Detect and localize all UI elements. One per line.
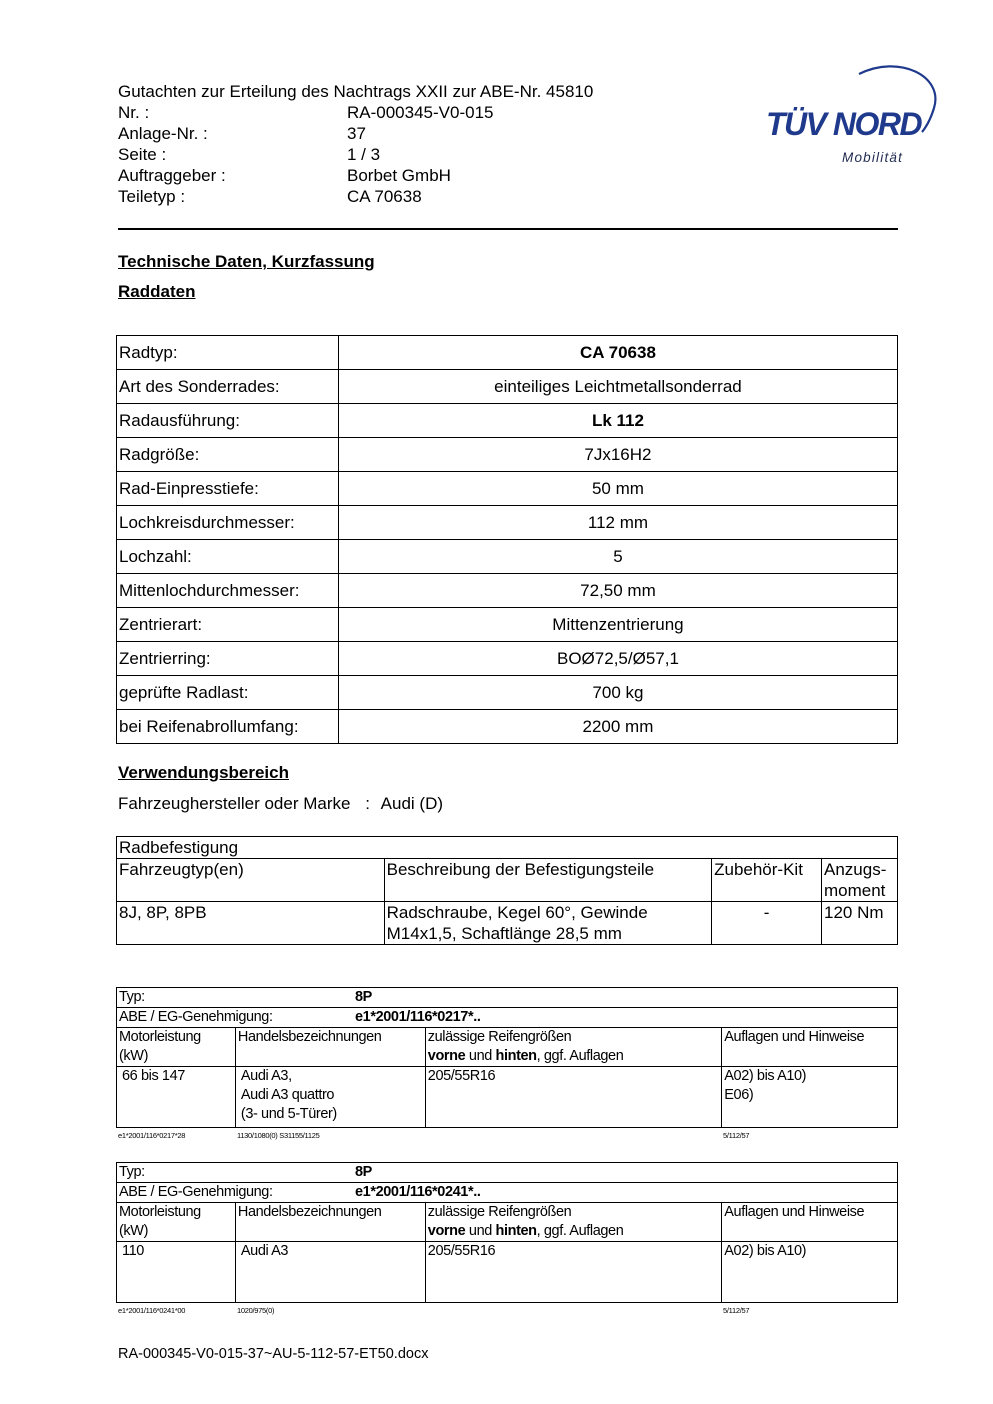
row-value: BOØ72,5/Ø57,1 [338, 642, 897, 676]
handel-value [235, 1067, 425, 1128]
table-row [117, 710, 898, 744]
column-header-auflagen: Auflagen und Hinweise [722, 1203, 898, 1242]
row-label: Zentrierart: [117, 608, 339, 642]
row-label: Art des Sonderrades: [117, 370, 339, 404]
table-row [117, 336, 898, 370]
table-row [117, 642, 898, 676]
radbefestigung-table [116, 836, 898, 945]
table-row [117, 988, 898, 1008]
row-value: 700 kg [338, 676, 897, 710]
row-label: Radtyp: [117, 336, 339, 370]
row-value: 5 [338, 540, 897, 574]
table-row [117, 1163, 898, 1183]
header-line: zulässige Reifengrößen [427, 1204, 572, 1220]
footer-filename: RA-000345-V0-015-37~AU-5-112-57-ET50.docx [118, 1346, 429, 1362]
row-label: bei Reifenabrollumfang: [117, 710, 339, 744]
header-field-seite [118, 144, 658, 165]
table-row [117, 574, 898, 608]
table-row [117, 370, 898, 404]
header-title: Gutachten zur Erteilung des Nachtrags XXII zur ABE-Nr. 45810 [118, 82, 594, 101]
table-row [117, 438, 898, 472]
table-footnote: e1*2001/116*0217*28 [118, 1131, 186, 1140]
header-field-nr [118, 102, 658, 123]
header-line: (kW) [119, 1223, 148, 1239]
column-header-handel: Handelsbezeichnungen [235, 1028, 425, 1067]
typ-label: Typ: [119, 1164, 145, 1180]
auflagen-line: E06) [724, 1087, 754, 1103]
header-line [428, 1222, 719, 1241]
handel-value: Audi A3 [235, 1242, 425, 1303]
abe-cell [117, 1008, 898, 1028]
header-field-label: Teiletyp : [118, 187, 186, 206]
torque-header-line: Anzugs- [824, 860, 887, 879]
verwendung-heading: Verwendungsbereich [118, 763, 289, 782]
column-header-motor [117, 1028, 236, 1067]
document-header [118, 81, 658, 207]
row-label: Radausführung: [117, 404, 339, 438]
table-row [117, 1242, 898, 1303]
abe-cell [117, 1183, 898, 1203]
vehicle-approval-table [116, 987, 898, 1128]
header-field-label: Nr. : [118, 103, 150, 122]
table-row [117, 902, 898, 945]
header-title-row [118, 81, 658, 102]
header-und: und [465, 1223, 496, 1239]
header-field-anlage [118, 123, 658, 144]
row-label: Zentrierring: [117, 642, 339, 676]
table-footnote: e1*2001/116*0241*00 [118, 1306, 186, 1315]
column-header: Beschreibung der Befestigungsteile [384, 859, 711, 902]
abe-value: e1*2001/116*0241*.. [355, 1184, 481, 1200]
column-header-auflagen: Auflagen und Hinweise [722, 1028, 898, 1067]
row-value: 50 mm [338, 472, 897, 506]
table-footnote: 5/112/57 [723, 1306, 750, 1315]
accessory-kit: - [712, 902, 822, 945]
header-field-value: CA 70638 [347, 187, 422, 206]
header-rest: , ggf. Auflagen [536, 1048, 624, 1064]
header-vorne: vorne [427, 1223, 466, 1239]
manufacturer-value: Audi (D) [380, 794, 444, 813]
auflagen-line: A02) bis A10) [724, 1068, 807, 1084]
manufacturer-label: Fahrzeughersteller oder Marke [118, 794, 351, 813]
header-field-value: 1 / 3 [347, 145, 381, 164]
table-header-row [117, 1028, 898, 1067]
row-label: Mittenlochdurchmesser: [117, 574, 339, 608]
header-field-value: Borbet GmbH [347, 166, 451, 185]
header-line: Motorleistung [119, 1204, 201, 1220]
header-line: (kW) [119, 1048, 148, 1064]
row-value: 7Jx16H2 [338, 438, 897, 472]
reifen-value: 205/55R16 [425, 1067, 721, 1128]
row-label: Lochkreisdurchmesser: [117, 506, 339, 540]
header-field-value: RA-000345-V0-015 [347, 103, 494, 122]
column-header-reifen [425, 1203, 721, 1242]
table-row [117, 506, 898, 540]
handel-line: Audi A3, [240, 1068, 292, 1084]
motor-value: 66 bis 147 [117, 1067, 236, 1128]
fastener-description [384, 902, 711, 945]
table-row [117, 540, 898, 574]
row-value: Mittenzentrierung [338, 608, 897, 642]
abe-label: ABE / EG-Genehmigung: [119, 1184, 273, 1200]
header-hinten: hinten [495, 1223, 537, 1239]
row-label: Radgröße: [117, 438, 339, 472]
description-line: M14x1,5, Schaftlänge 28,5 mm [386, 924, 622, 943]
table-footnote: 1130/1080(0) S31155/1125 [237, 1131, 320, 1140]
column-header: Zubehör-Kit [712, 859, 822, 902]
row-label: geprüfte Radlast: [117, 676, 339, 710]
table-header-row [117, 859, 898, 902]
abe-label: ABE / EG-Genehmigung: [119, 1009, 273, 1025]
row-value: 2200 mm [338, 710, 897, 744]
row-value: einteiliges Leichtmetallsonderrad [338, 370, 897, 404]
header-vorne: vorne [427, 1048, 466, 1064]
row-value: 112 mm [338, 506, 897, 540]
description-line: Radschraube, Kegel 60°, Gewinde [386, 903, 648, 922]
vehicle-types: 8J, 8P, 8PB [117, 902, 385, 945]
typ-cell [117, 988, 898, 1008]
table-footnote: 5/112/57 [723, 1131, 750, 1140]
abe-value: e1*2001/116*0217*.. [355, 1009, 481, 1025]
column-header: Fahrzeugtyp(en) [117, 859, 385, 902]
handel-line: (3- und 5-Türer) [240, 1106, 337, 1122]
logo-brand: TÜV NORD [766, 106, 922, 142]
table-row [117, 472, 898, 506]
raddaten-table [116, 335, 898, 744]
section-title: Technische Daten, Kurzfassung [118, 252, 375, 271]
typ-value: 8P [355, 989, 372, 1005]
typ-value: 8P [355, 1164, 372, 1180]
torque-header-line: moment [824, 881, 886, 900]
table-row [117, 837, 898, 859]
header-divider [118, 228, 898, 230]
header-field-label: Auftraggeber : [118, 166, 226, 185]
row-value: Lk 112 [338, 404, 897, 438]
logo-subtitle: Mobilität [842, 150, 904, 165]
header-field-label: Seite : [118, 145, 167, 164]
table-header-row [117, 1203, 898, 1242]
table-row [117, 1183, 898, 1203]
tuev-nord-logo [764, 56, 944, 171]
row-label: Rad-Einpresstiefe: [117, 472, 339, 506]
typ-cell [117, 1163, 898, 1183]
column-header-reifen [425, 1028, 721, 1067]
auflagen-value [722, 1067, 898, 1128]
vehicle-approval-table [116, 1162, 898, 1303]
reifen-value: 205/55R16 [425, 1242, 721, 1303]
column-header-motor [117, 1203, 236, 1242]
table-footnote: 1020/975(0) [237, 1306, 275, 1315]
header-field-value: 37 [347, 124, 366, 143]
table-row [117, 1067, 898, 1128]
header-hinten: hinten [495, 1048, 537, 1064]
table-row [117, 608, 898, 642]
handel-line: Audi A3 quattro [240, 1087, 335, 1103]
column-header-torque [822, 859, 898, 902]
header-rest: , ggf. Auflagen [536, 1223, 624, 1239]
header-line: zulässige Reifengrößen [427, 1029, 572, 1045]
column-header-handel: Handelsbezeichnungen [235, 1203, 425, 1242]
header-field-auftraggeber [118, 165, 658, 186]
row-value: CA 70638 [338, 336, 897, 370]
header-line: Motorleistung [119, 1029, 201, 1045]
table-row [117, 404, 898, 438]
header-field-label: Anlage-Nr. : [118, 124, 208, 143]
raddaten-heading: Raddaten [118, 282, 196, 301]
table-row [117, 676, 898, 710]
motor-value: 110 [117, 1242, 236, 1303]
typ-label: Typ: [119, 989, 145, 1005]
row-label: Lochzahl: [117, 540, 339, 574]
manufacturer-line [118, 794, 443, 814]
manufacturer-sep: : [365, 794, 370, 813]
row-value: 72,50 mm [338, 574, 897, 608]
header-field-teiletyp [118, 186, 658, 207]
header-line [428, 1047, 719, 1066]
auflagen-value: A02) bis A10) [722, 1242, 898, 1303]
header-und: und [465, 1048, 496, 1064]
torque-value: 120 Nm [822, 902, 898, 945]
radbefestigung-title: Radbefestigung [117, 837, 898, 859]
table-row [117, 1008, 898, 1028]
